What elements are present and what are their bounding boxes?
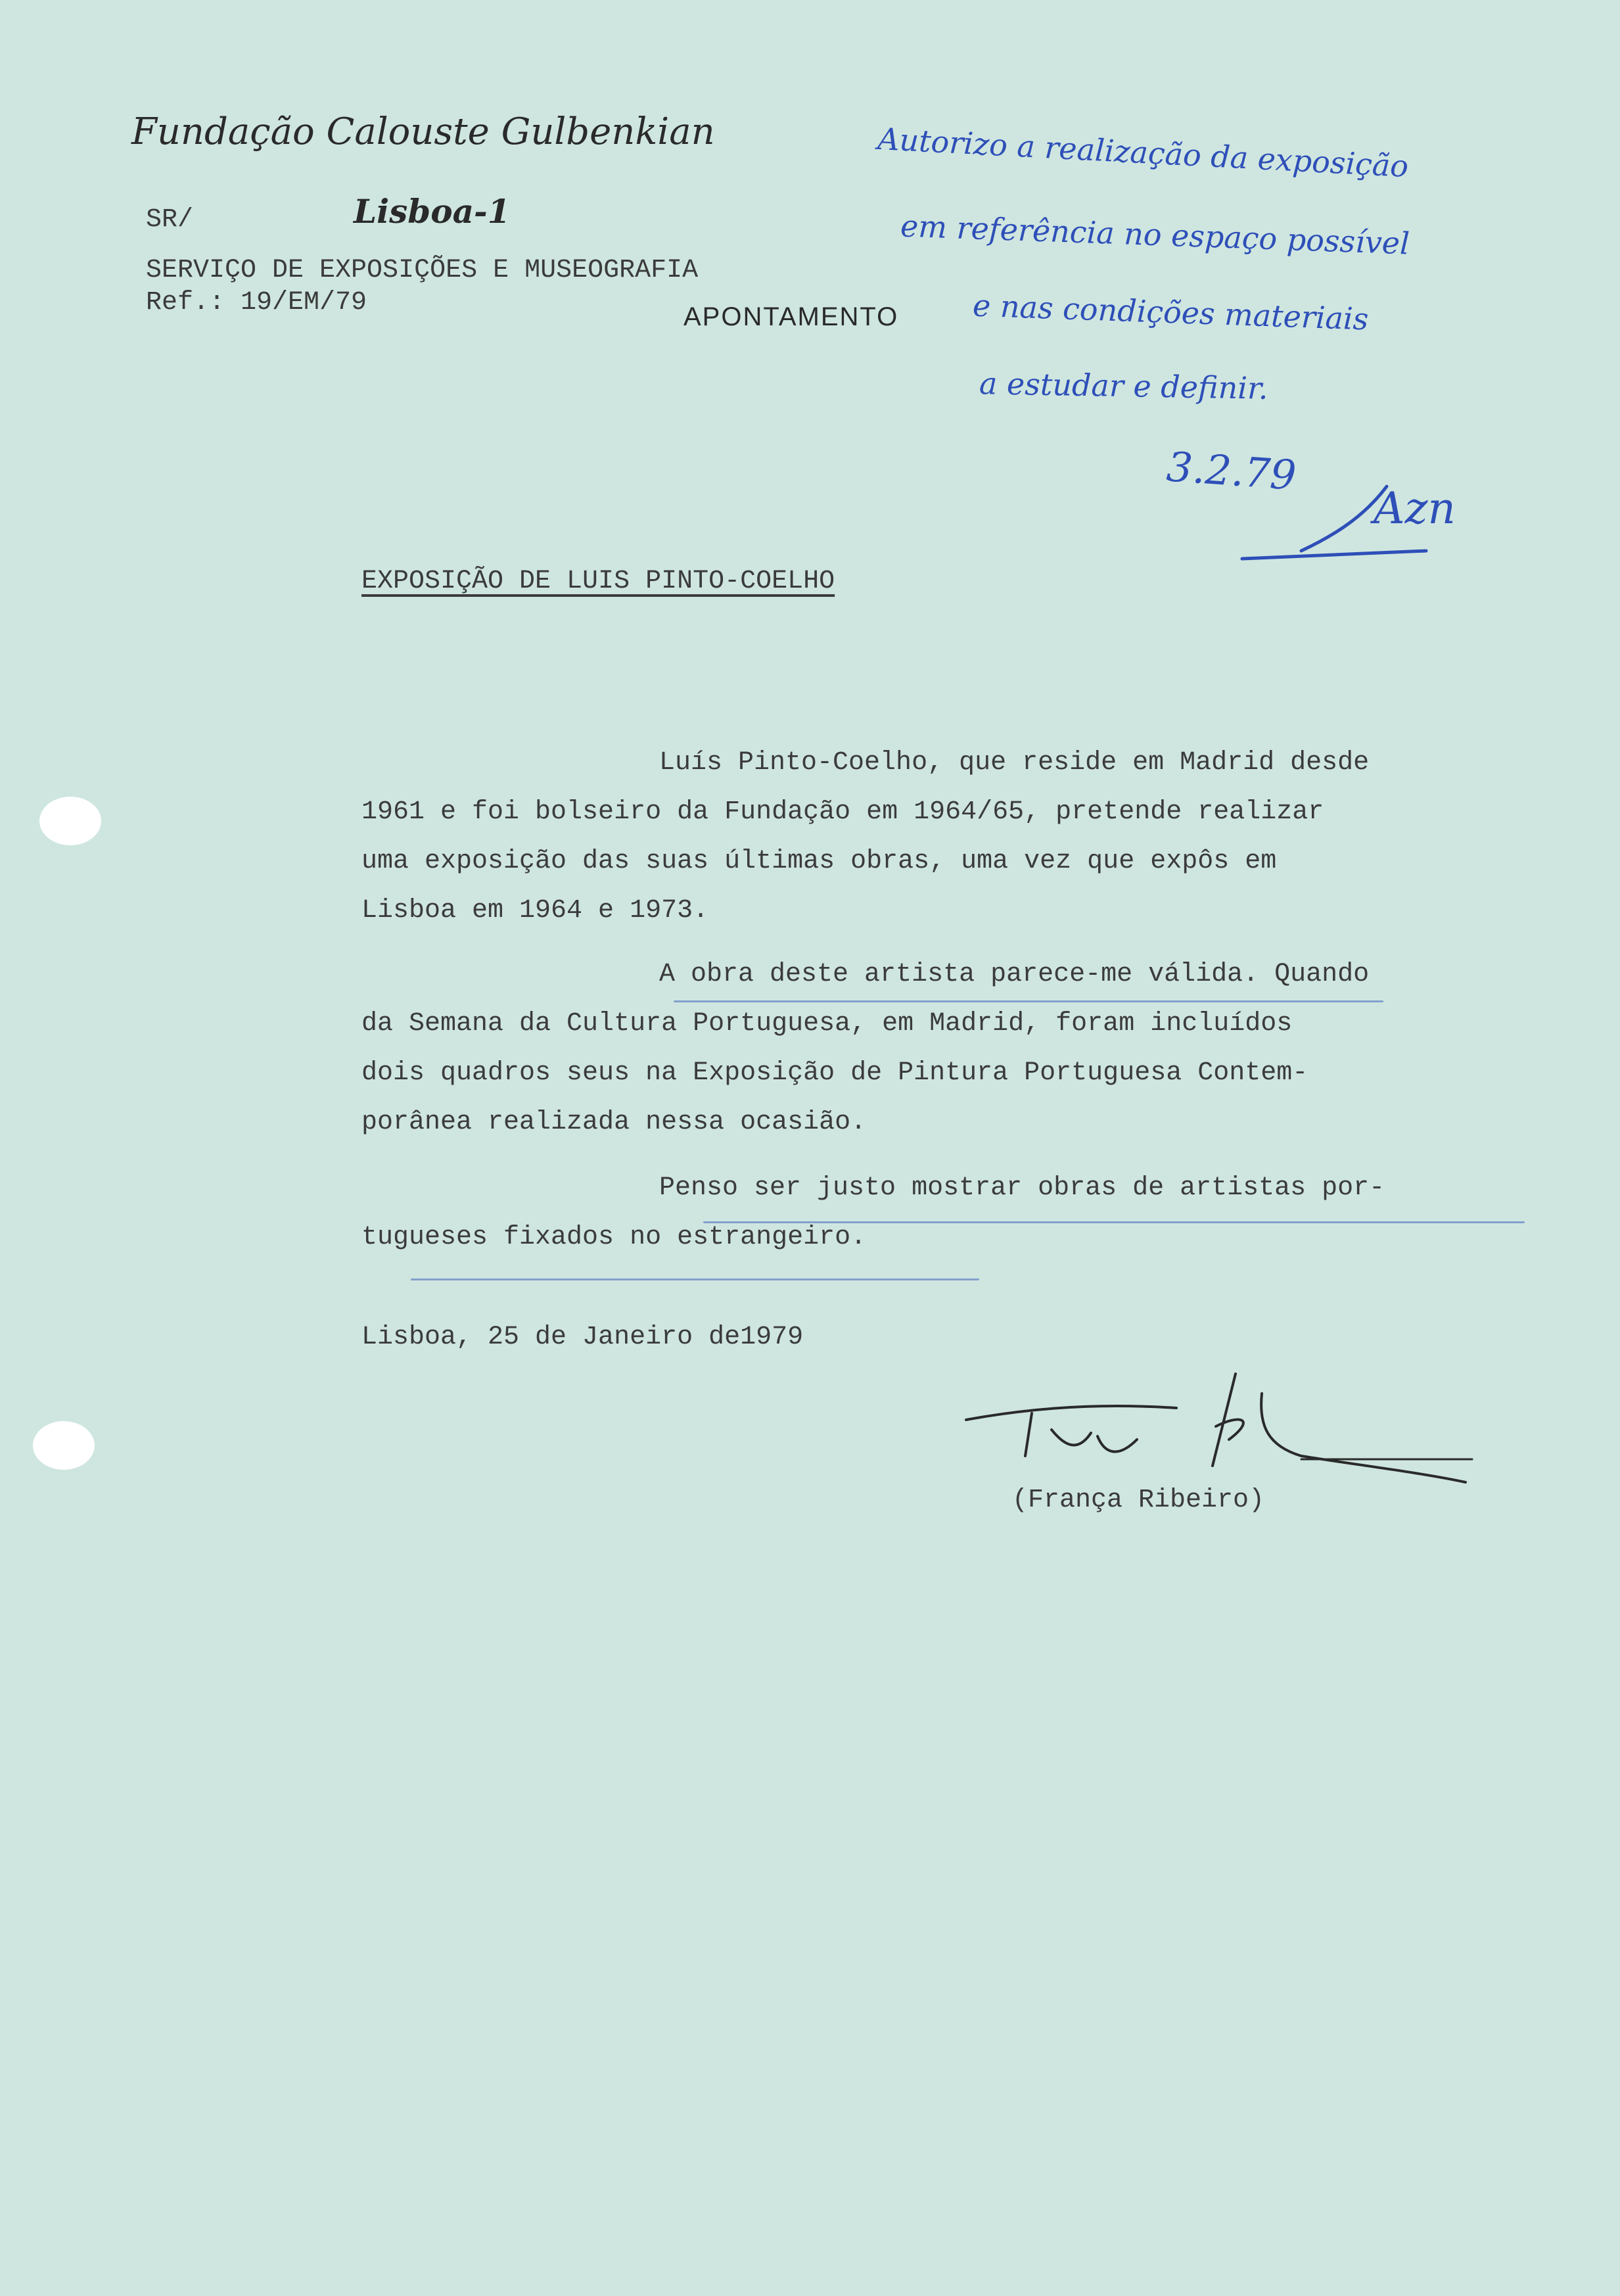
paragraph-2-line-4: porânea realizada nessa ocasião. <box>361 1108 867 1137</box>
service-name: SERVIÇO DE EXPOSIÇÕES E MUSEOGRAFIA <box>146 256 699 285</box>
handwritten-note-line-3: e nas condições materiais <box>972 287 1370 337</box>
emphasis-underline-1 <box>674 1000 1383 1002</box>
paragraph-2-line-1: A obra deste artista parece-me válida. Quando <box>659 960 1370 989</box>
paragraph-3-line-1: Penso ser justo mostrar obras de artistas por- <box>659 1173 1385 1203</box>
paragraph-1-line-4: Lisboa em 1964 e 1973. <box>361 896 709 925</box>
memo-subject: EXPOSIÇÃO DE LUIS PINTO-COELHO <box>361 567 835 596</box>
signature <box>960 1367 1498 1486</box>
paragraph-2-line-3: dois quadros seus na Exposição de Pintura Portuguesa Contem- <box>361 1058 1308 1088</box>
paragraph-1-line-1: Luís Pinto-Coelho, que reside em Madrid desde <box>659 748 1370 778</box>
handwritten-note-date: 3.2.79 <box>1165 442 1298 500</box>
paragraph-1-line-2: 1961 e foi bolseiro da Fundação em 1964/65, pretende realizar <box>361 797 1324 827</box>
paragraph-2-line-2: da Semana da Cultura Portuguesa, em Madrid, foram incluídos <box>361 1009 1293 1039</box>
handwritten-note-line-4: a estudar e definir. <box>979 365 1269 406</box>
document-type: APONTAMENTO <box>683 302 899 331</box>
emphasis-underline-3 <box>411 1278 979 1280</box>
handwritten-initials-stroke <box>1236 473 1512 578</box>
reference-number: Ref.: 19/EM/79 <box>146 288 367 317</box>
handwritten-note-line-2: em referência no espaço possível <box>900 208 1410 262</box>
place-and-date: Lisboa, 25 de Janeiro de1979 <box>361 1323 804 1352</box>
letterhead-organization: Fundação Calouste Gulbenkian <box>131 110 715 153</box>
paragraph-1-line-3: uma exposição das suas últimas obras, uma vez que expôs em <box>361 847 1277 876</box>
signatory-name: (França Ribeiro) <box>1012 1486 1265 1515</box>
sr-label: SR/ <box>146 205 194 235</box>
letterhead-city: Lisboa-1 <box>354 192 511 231</box>
paragraph-3-line-2: tugueses fixados no estrangeiro. <box>361 1223 867 1252</box>
punch-hole-upper <box>39 797 101 845</box>
handwritten-note-line-1: Autorizo a realização da exposição <box>877 120 1410 185</box>
punch-hole-lower <box>33 1421 95 1470</box>
handwritten-initials: Azn <box>1374 483 1456 534</box>
